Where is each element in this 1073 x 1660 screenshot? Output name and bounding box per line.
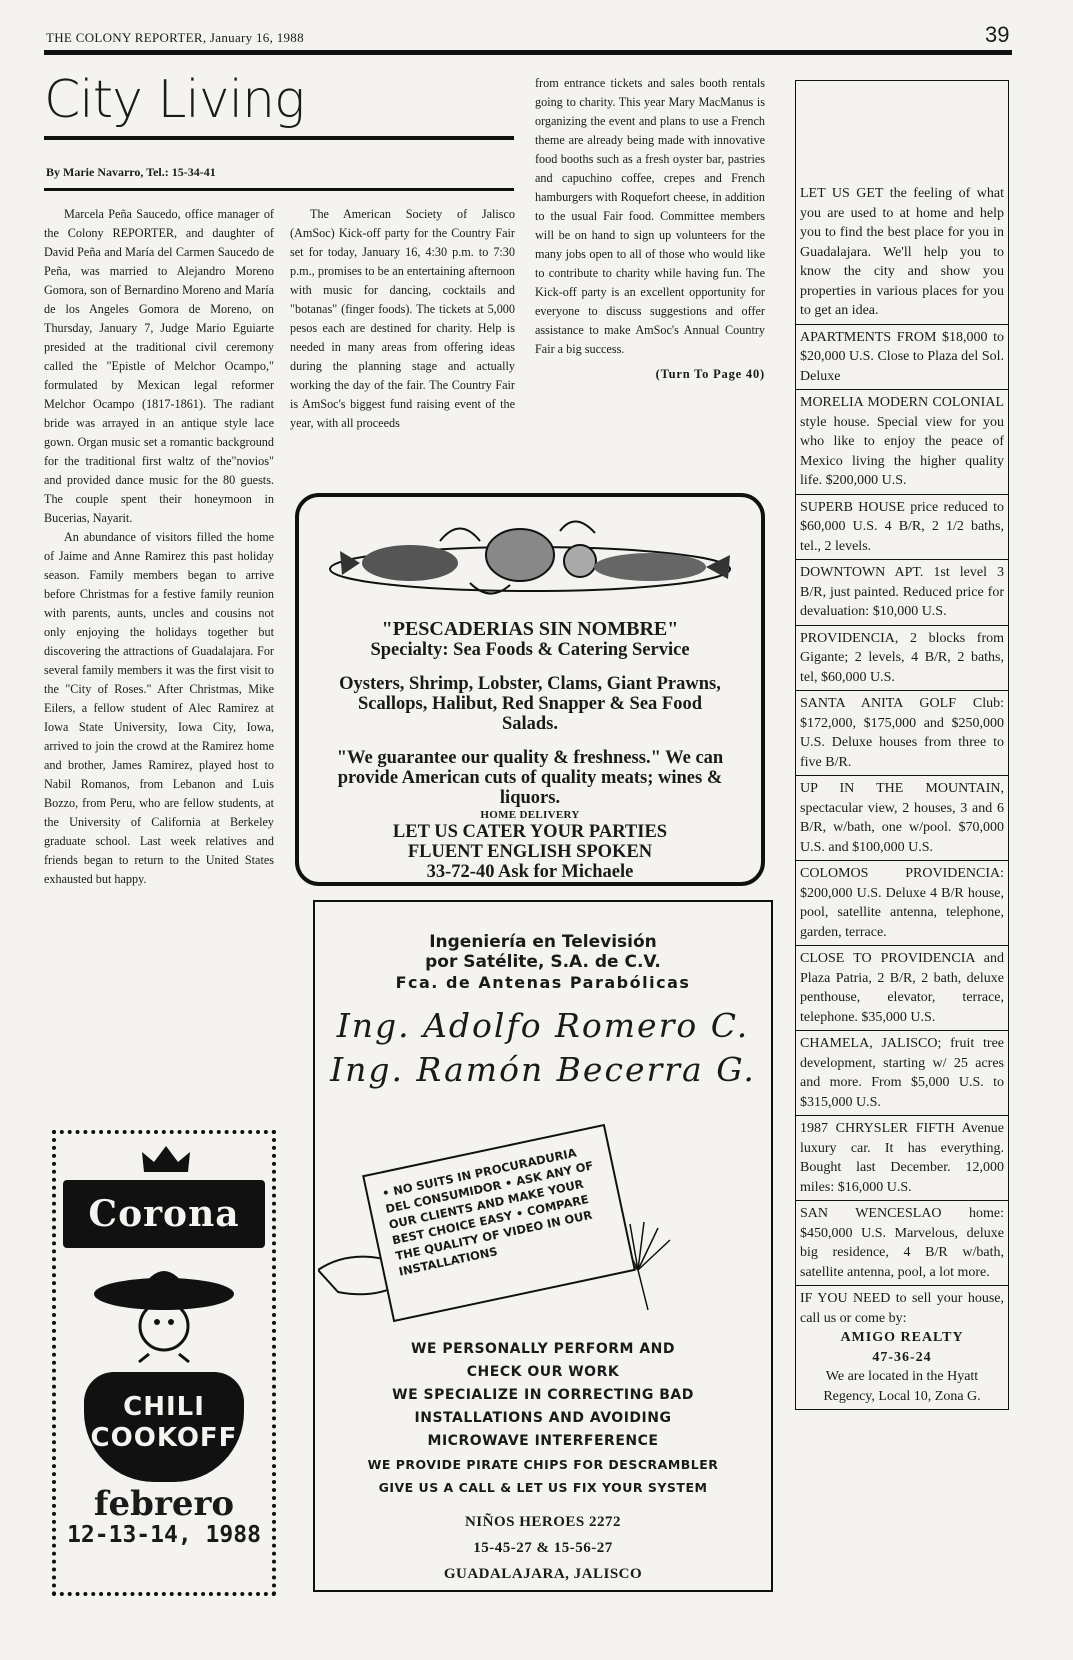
claim-3: WE SPECIALIZE IN CORRECTING BAD <box>392 1387 694 1403</box>
classified-ad: LET US GET the feeling of what you are used to at home and help you to find the best place for you in Guadalajara. We'll help you to know the city and show you properties in various places for you to get an idea. <box>795 181 1009 325</box>
turn-page-link[interactable]: (Turn To Page 40) <box>655 367 765 381</box>
corona-logo: Corona <box>63 1180 265 1248</box>
classified-ad: APARTMENTS FROM $18,000 to $20,000 U.S. Close to Plaza del Sol. Deluxe <box>795 325 1009 391</box>
title-rule <box>44 136 514 140</box>
claim-1: WE PERSONALLY PERFORM AND <box>410 1341 676 1357</box>
amsoc-paragraph: The American Society of Jalisco (AmSoc) Kick-off party for the Country Fair set for today, January 16, 4:30 p.m. to 7:30 p.m., promises to be an entertaining afternoon with music for dancing, cocktails and "botanas" (finger foods). The tickets at 5,000 pesos each are destined for charity. Help is needed in many areas from offering ideas during the planning stage and actually working the day of the fair. The Country Fair is AmSoc's biggest fund raising event of the year, with all proceeds <box>290 207 515 430</box>
quality-quote: "We guarantee our quality & freshness." We can provide American cuts of quality meats; wines & liquors. <box>336 748 724 808</box>
byline-rule <box>44 188 514 191</box>
claim-4: INSTALLATIONS AND AVOIDING <box>414 1410 672 1426</box>
realty-contact <box>795 1286 1009 1410</box>
chili-cookoff-pot <box>84 1372 244 1482</box>
corona-ad <box>52 1130 276 1596</box>
sombrero-mascot-icon <box>89 1254 239 1364</box>
wedding-paragraph: Marcela Peña Saucedo, office manager of the Colony REPORTER, and daughter of David Peña and María del Carmen Saucedo de Peña, was married to Alejandro Moreno Gomora, son of Bernardino Moreno and María de los Angeles Gomora de Moreno, on Thursday, January 7, Judge Mario Eguiarte presided at the traditional civil ceremony called the "Epistle of Melchor Ocampo," formulated by Mexican legal reformer Melchor Ocampo (1817-1861). The radiant bride was arrayed in an antique style lace gown. Organ music set a romantic background for the traditional first waltz of the"novios" and provided dance music for the 80 guests. The couple spent their honeymoon in Bucerias, Nayarit. <box>44 207 274 525</box>
signature-romero: Ing. Adolfo Romero C. <box>336 1006 750 1045</box>
classifieds-blank-box <box>795 80 1009 181</box>
english-line: FLUENT ENGLISH SPOKEN <box>407 842 653 862</box>
crown-icon <box>138 1142 194 1178</box>
classified-ad: CHAMELA, JALISCO; fruit tree development, starting w/ 25 acres and more. From $5,000 U.S. to $315,000 U.S. <box>795 1031 1009 1116</box>
realty-intro: IF YOU NEED to sell your house, call us or come by: <box>800 1291 1004 1326</box>
company-line-2: por Satélite, S.A. de C.V. <box>425 952 661 972</box>
classified-ad: UP IN THE MOUNTAIN, spectacular view, 2 houses, 3 and 6 B/R, w/bath, one w/pool. $70,000 U.S. and $100,000 U.S. <box>795 776 1009 861</box>
classifieds-column <box>795 80 1009 1410</box>
classified-ad: DOWNTOWN APT. 1st level 3 B/R, just painted. Reduced price for devaluation: $10,000 U.S. <box>795 560 1009 626</box>
realty-phone[interactable]: 47-36-24 <box>872 1349 932 1365</box>
section-title: City Living <box>44 70 305 130</box>
fair-paragraph: from entrance tickets and sales booth rentals going to charity. This year Mary MacManus is organizing the event and plans to use a French theme are already being made with innovative food booths such as a fresh oyster bar, pastries and capuchino coffee, crepes and French hamburgers with Roquefort cheese, in addition to the usual Fair food. Committee members will be on hand to sign up volunteers for the many jobs open to all of those who would like to contribute to charity while having fun. The Kick-off party is an excellent opportunity for everyone to discuss suggestions and offer assistance to make AmSoc's Annual Country Fair a big success. <box>535 76 765 356</box>
seafood-ad <box>295 493 765 886</box>
page-number: 39 <box>985 22 1010 47</box>
claim-7: GIVE US A CALL & LET US FIX YOUR SYSTEM <box>378 1480 708 1495</box>
article-column-1 <box>44 205 274 889</box>
business-name: "PESCADERIAS SIN NOMBRE" <box>381 618 679 640</box>
masthead: THE COLONY REPORTER, January 16, 1988 <box>46 30 304 45</box>
cater-line: LET US CATER YOUR PARTIES <box>392 822 668 842</box>
visitors-paragraph: An abundance of visitors filled the home of Jaime and Anne Ramirez this past holiday season. Family members began to arrive before Christmas for a festive family reunion with parents, aunts, uncles and cousins not only enjoying the holidays together but discovering the attractions of Guadalajara. For several family members it was the first visit to the "City of Roses." After Christmas, Mike Eilers, a fellow student of Alec Ramirez at Iowa State University, Iowa City, Iowa, arrived to join the crowd at the Ramirez home and brother, James Ramirez, played host to Nabil Romanos, from Lebanon and Luis Bozzo, from Peru, who are fellow students, at the University of California at Berkeley graduate school. Last week relatives and friends began to return to the United States exhausted but happy. <box>44 530 274 886</box>
seafood-phone[interactable]: 33-72-40 Ask for Michaele <box>426 862 634 882</box>
satellite-address: NIÑOS HEROES 2272 <box>464 1514 622 1530</box>
top-rule <box>44 50 1012 55</box>
seafood-items: Oysters, Shrimp, Lobster, Clams, Giant Prawns, Scallops, Halibut, Red Snapper & Sea Food Salads. <box>339 674 721 734</box>
satellite-city: GUADALAJARA, JALISCO <box>443 1566 643 1582</box>
classified-ad: MORELIA MODERN COLONIAL style house. Special view for you who like to enjoy the peace of Mexico living the higher quality life. $200,000 U.S. <box>795 390 1009 495</box>
classified-ad: 1987 CHRYSLER FIFTH Avenue luxury car. It has everything. Bought last December. 12,000 miles: $16,000 U.S. <box>795 1116 1009 1201</box>
classified-ad: SANTA ANITA GOLF Club: $172,000, $175,000 and $250,000 U.S. Deluxe houses from three to five B/R. <box>795 691 1009 776</box>
classified-ad: COLOMOS PROVIDENCIA: $200,000 U.S. Deluxe 4 B/R house, pool, satellite antenna, telephone, garden, terrace. <box>795 861 1009 946</box>
guarantee-note: • NO SUITS IN PROCURADURIA DEL CONSUMIDOR • ASK ANY OF OUR CLIENTS AND MAKE YOUR BEST CHOICE EASY • COMPARE THE QUALITY OF VIDEO IN OUR INSTALLATIONS <box>362 1124 636 1322</box>
event-month: febrero <box>93 1484 235 1524</box>
satellite-phones[interactable]: 15-45-27 & 15-56-27 <box>473 1540 613 1556</box>
classified-ad: SAN WENCESLAO home: $450,000 U.S. Marvelous, deluxe big residence, 4 B/R w/bath, satellite antenna, pool, a lot more. <box>795 1201 1009 1286</box>
company-line-3: Fca. de Antenas Parabólicas <box>395 973 691 992</box>
chili-text: CHILI <box>123 1392 205 1422</box>
cookoff-text: COOKOFF <box>90 1423 238 1453</box>
classified-ad: CLOSE TO PROVIDENCIA and Plaza Patria, 2 B/R, 2 bath, deluxe penthouse, elevator, terrace, telephone. $35,000 U.S. <box>795 946 1009 1031</box>
realty-name: AMIGO REALTY <box>840 1330 964 1345</box>
claim-2: CHECK OUR WORK <box>466 1364 620 1380</box>
company-line-1: Ingeniería en Televisión <box>429 932 657 952</box>
home-delivery: HOME DELIVERY <box>480 809 580 821</box>
classified-ad: PROVIDENCIA, 2 blocks from Gigante; 2 levels, 4 B/R, 2 baths, tel, $60,000 U.S. <box>795 626 1009 692</box>
claim-6: WE PROVIDE PIRATE CHIPS FOR DESCRAMBLER <box>367 1457 719 1472</box>
signature-becerra: Ing. Ramón Becerra G. <box>330 1050 756 1089</box>
classified-ad: SUPERB HOUSE price reduced to $60,000 U.S. 4 B/R, 2 1/2 baths, tel., 2 levels. <box>795 495 1009 561</box>
realty-location: We are located in the Hyatt Regency, Local 10, Zona G. <box>823 1369 981 1404</box>
byline: By Marie Navarro, Tel.: 15-34-41 <box>46 165 216 179</box>
article-column-3 <box>535 74 765 384</box>
claim-5: MICROWAVE INTERFERENCE <box>427 1433 659 1449</box>
specialty: Specialty: Sea Foods & Catering Service <box>370 640 690 660</box>
seafood-illustration-icon <box>320 511 740 607</box>
event-dates: 12-13-14, 1988 <box>67 1522 261 1548</box>
article-column-2 <box>290 205 515 433</box>
